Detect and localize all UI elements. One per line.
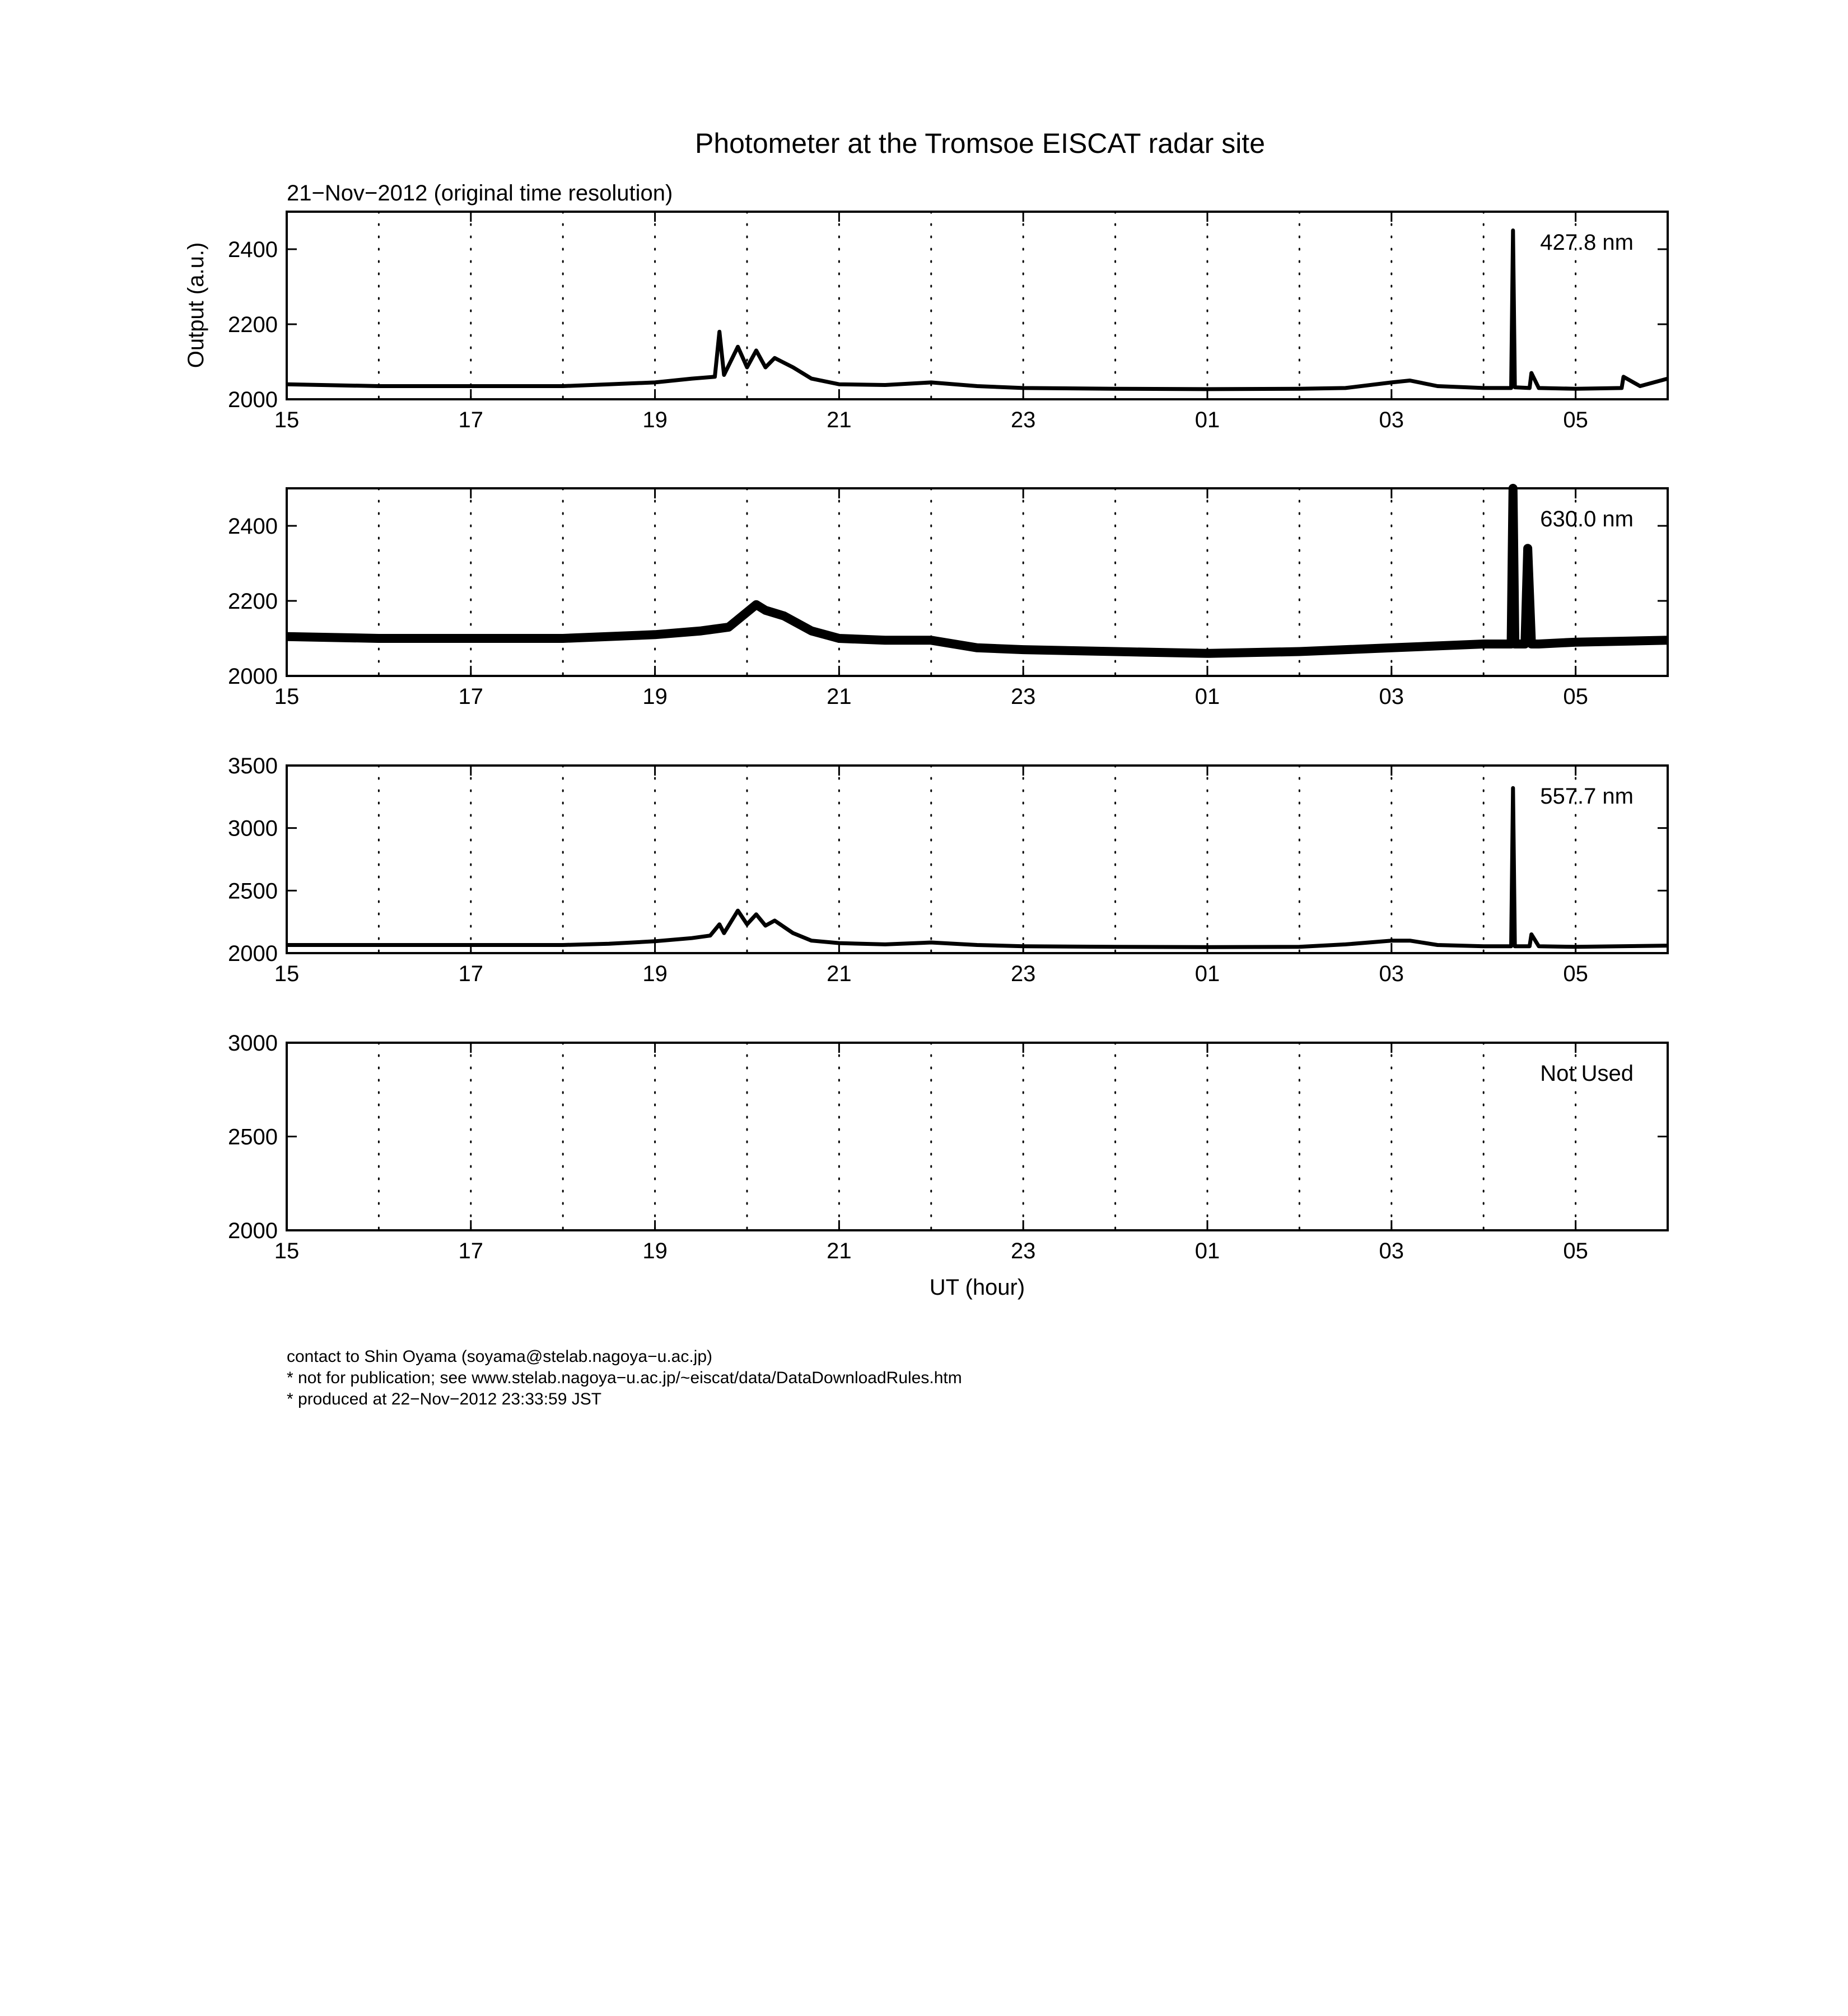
x-tick-label: 05: [1563, 962, 1588, 986]
y-tick-label: 2000: [228, 1219, 278, 1243]
x-tick-label: 19: [642, 684, 668, 709]
panel-3: [228, 754, 1668, 986]
x-tick-label: 03: [1379, 684, 1404, 709]
x-tick-label: 17: [458, 408, 484, 432]
x-tick-label: 15: [274, 962, 300, 986]
panel-1: [228, 212, 1668, 432]
y-tick-label: 3000: [228, 816, 278, 841]
x-tick-label: 15: [274, 1239, 300, 1263]
y-tick-label: 2000: [228, 664, 278, 689]
x-tick-label: 21: [827, 1239, 852, 1263]
y-tick-label: 3500: [228, 754, 278, 778]
x-tick-label: 05: [1563, 408, 1588, 432]
series-line: [287, 231, 1668, 389]
x-tick-label: 03: [1379, 1239, 1404, 1263]
y-tick-label: 2400: [228, 514, 278, 539]
y-tick-label: 2400: [228, 237, 278, 262]
axes-frame: [287, 1043, 1668, 1230]
y-tick-label: 2200: [228, 312, 278, 337]
panel-2: [228, 488, 1668, 709]
y-tick-label: 2500: [228, 879, 278, 904]
footer-contact: contact to Shin Oyama (soyama@stelab.nagoya−u.ac.jp): [287, 1347, 713, 1366]
x-tick-label: 19: [642, 1239, 668, 1263]
figure-title: Photometer at the Tromsoe EISCAT radar site: [694, 128, 1266, 159]
x-tick-label: 23: [1010, 962, 1036, 986]
x-tick-label: 15: [274, 408, 300, 432]
y-tick-label: 2200: [228, 589, 278, 614]
figure-subtitle: 21−Nov−2012 (original time resolution): [287, 181, 673, 206]
wavelength-label: 557.7 nm: [1540, 784, 1634, 809]
x-tick-label: 19: [642, 408, 668, 432]
x-tick-label: 03: [1379, 408, 1404, 432]
y-tick-label: 2000: [228, 388, 278, 412]
x-tick-label: 21: [827, 684, 852, 709]
footer-produced: * produced at 22−Nov−2012 23:33:59 JST: [287, 1390, 602, 1408]
x-tick-label: 21: [827, 962, 852, 986]
x-tick-label: 17: [458, 1239, 484, 1263]
x-tick-label: 23: [1010, 684, 1036, 709]
y-tick-label: 2000: [228, 941, 278, 966]
x-tick-label: 05: [1563, 1239, 1588, 1263]
footer-notice: * not for publication; see www.stelab.nagoya−u.ac.jp/~eiscat/data/DataDownloadRules.htm: [287, 1369, 962, 1387]
axes-frame: [287, 766, 1668, 953]
x-tick-label: 21: [827, 408, 852, 432]
wavelength-label: 630.0 nm: [1540, 507, 1634, 531]
x-tick-label: 01: [1194, 408, 1220, 432]
x-tick-label: 19: [642, 962, 668, 986]
x-tick-label: 03: [1379, 962, 1404, 986]
x-tick-label: 23: [1010, 408, 1036, 432]
x-axis-label: UT (hour): [929, 1275, 1025, 1300]
series-line: [287, 788, 1668, 947]
x-tick-label: 23: [1010, 1239, 1036, 1263]
panel-4: [228, 1031, 1668, 1263]
y-tick-label: 3000: [228, 1031, 278, 1056]
y-axis-label: Output (a.u.): [184, 242, 208, 368]
x-tick-label: 05: [1563, 684, 1588, 709]
footer: [287, 1347, 962, 1408]
series-line: [287, 488, 1668, 654]
x-tick-label: 15: [274, 684, 300, 709]
x-tick-label: 01: [1194, 684, 1220, 709]
x-tick-label: 01: [1194, 962, 1220, 986]
panels: [228, 212, 1668, 1263]
x-tick-label: 17: [458, 962, 484, 986]
axes-frame: [287, 212, 1668, 399]
wavelength-label: 427.8 nm: [1540, 230, 1634, 255]
wavelength-label: Not Used: [1540, 1061, 1634, 1086]
y-tick-label: 2500: [228, 1124, 278, 1150]
x-tick-label: 01: [1194, 1239, 1220, 1263]
x-tick-label: 17: [458, 684, 484, 709]
